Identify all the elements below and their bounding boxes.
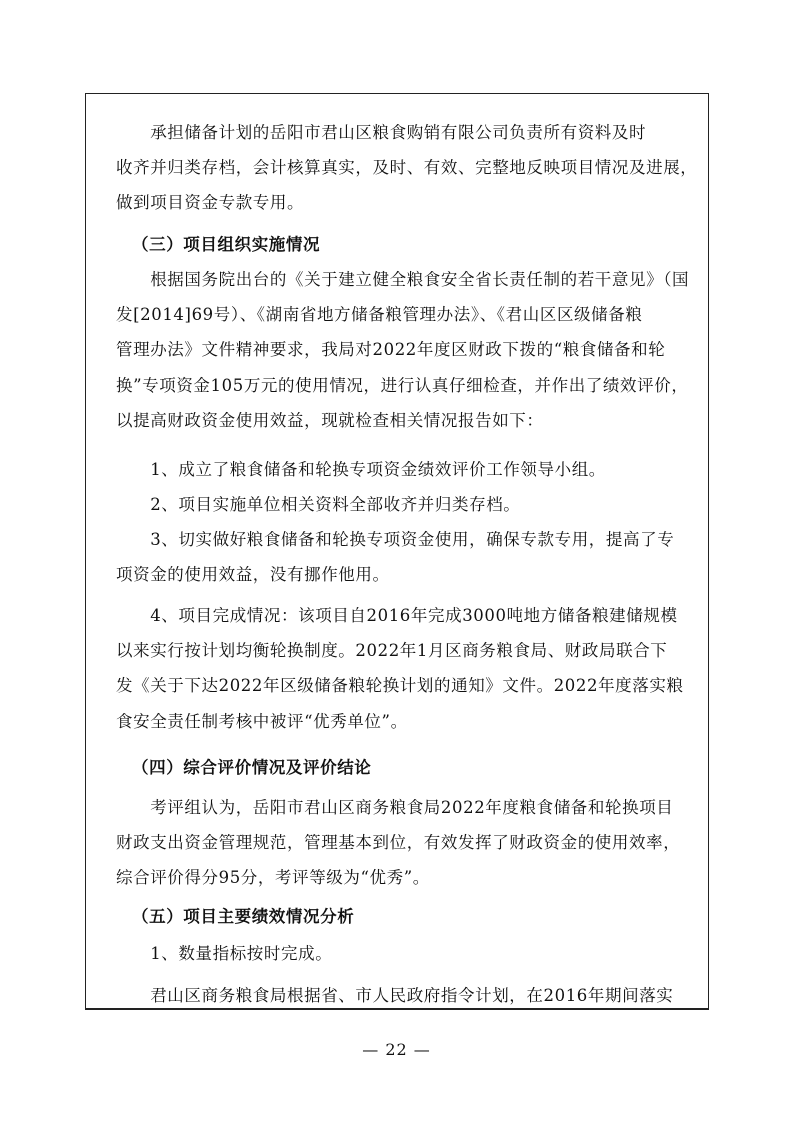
text-line: 以来实行按计划均衡轮换制度。2022年1月区商务粮食局、财政局联合下 xyxy=(116,641,668,661)
page-number: — 22 — xyxy=(362,1040,431,1059)
paragraph-conclusion xyxy=(116,790,698,896)
section-heading-5: （五）项目主要绩效情况分析 xyxy=(132,907,355,926)
text-line: 3、切实做好粮食储备和轮换专项资金使用，确保专款专用，提高了专 xyxy=(116,530,675,549)
paragraph-basis xyxy=(116,262,698,438)
text-line: 发[2014]69号）、《湖南省地方储备粮管理办法》、《君山区区级储备粮 xyxy=(116,305,643,325)
text-line: 做到项目资金专款专用。 xyxy=(116,193,305,213)
paragraph-continued: 君山区商务粮食局根据省、市人民政府指令计划，在2016年期间落实 xyxy=(116,986,674,1005)
text-line: 承担储备计划的岳阳市君山区粮食购销有限公司负责所有资料及时 xyxy=(116,123,647,142)
text-line: 换”专项资金105万元的使用情况，进行认真仔细检查，并作出了绩效评价， xyxy=(116,375,689,395)
list-item-3 xyxy=(116,522,698,592)
text-line: 考评组认为，岳阳市君山区商务粮食局2022年度粮食储备和轮换项目 xyxy=(116,798,674,817)
list-item-1: 1、成立了粮食储备和轮换专项资金绩效评价工作领导小组。 xyxy=(116,460,606,479)
list-item-5: 1、数量指标按时完成。 xyxy=(116,944,333,963)
text-line: 收齐并归类存档，会计核算真实，及时、有效、完整地反映项目情况及进展， xyxy=(116,158,698,178)
text-line: 4、项目完成情况：该项目自2016年完成3000吨地方储备粮建储规模 xyxy=(116,606,678,625)
text-line: 财政支出资金管理规范，管理基本到位，有效发挥了财政资金的使用效率， xyxy=(116,833,681,853)
text-line: 综合评价得分95分，考评等级为“优秀”。 xyxy=(116,868,430,888)
text-line: 食安全责任制考核中被评“优秀单位”。 xyxy=(116,711,408,731)
text-line: 管理办法》文件精神要求，我局对2022年度区财政下拨的“粮食储备和轮 xyxy=(116,340,666,360)
list-item-4 xyxy=(116,598,698,739)
list-item-2: 2、项目实施单位相关资料全部收齐并归类存档。 xyxy=(116,495,521,514)
paragraph-storage-plan xyxy=(116,115,698,221)
section-heading-4: （四）综合评价情况及评价结论 xyxy=(132,758,372,777)
section-heading-3: （三）项目组织实施情况 xyxy=(132,235,321,254)
text-line: 以提高财政资金使用效益，现就检查相关情况报告如下： xyxy=(116,410,544,430)
text-line: 根据国务院出台的《关于建立健全粮食安全省长责任制的若干意见》（国 xyxy=(116,270,690,289)
text-line: 项资金的使用效益，没有挪作他用。 xyxy=(116,565,390,585)
text-line: 发《关于下达2022年区级储备粮轮换计划的通知》文件。2022年度落实粮 xyxy=(116,676,684,696)
